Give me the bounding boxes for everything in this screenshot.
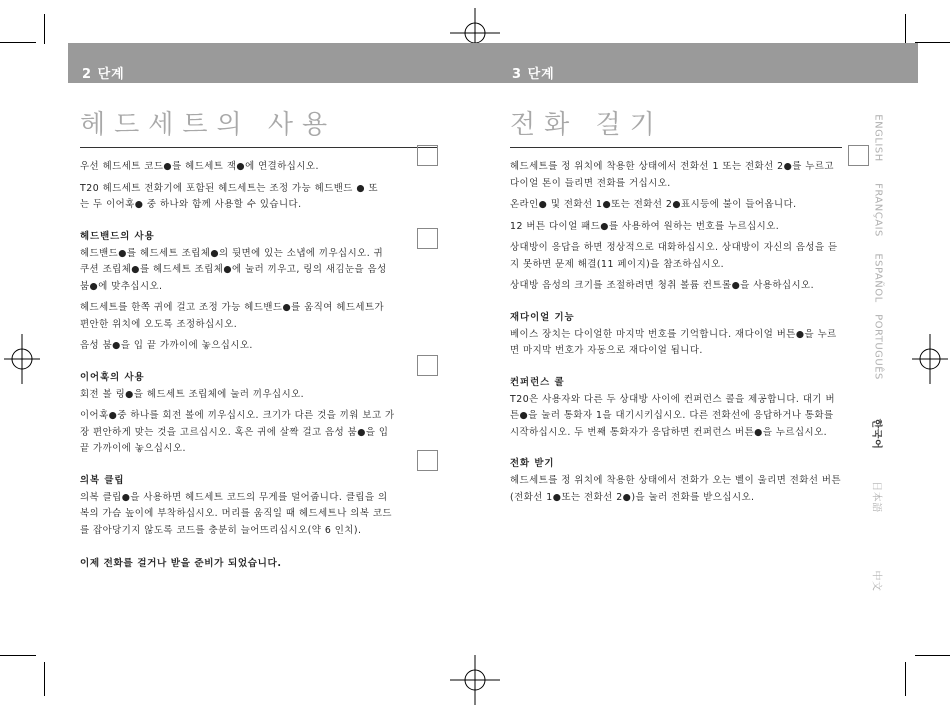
section-heading: 헤드밴드의 사용: [80, 230, 155, 242]
header-band: [68, 43, 918, 83]
title-rule: [510, 147, 842, 148]
step-label-right: 3 단계: [512, 67, 555, 82]
closing-statement: 이제 전화를 걸거나 받을 준비가 되었습니다.: [80, 558, 282, 569]
paragraph: 음성 붐●을 입 끝 가까이에 놓으십시오.: [80, 340, 253, 351]
language-label: 한국어: [870, 418, 882, 450]
crop-mark: [44, 14, 45, 44]
paragraph: 헤드밴드●를 헤드세트 조립체●의 뒷면에 있는 소냅에 끼우십시오. 귀 쿠션 조립체●를 헤드세트 조립체●에 눌러 끼우고, 링의 새김눈을 음성 붐●에 맞추십시오.: [80, 247, 387, 292]
page-title: 헤드세트의 사용: [80, 110, 337, 140]
right-page: [510, 104, 842, 511]
section-heading: 전화 받기: [510, 458, 555, 469]
paragraph: 헤드세트를 한쪽 귀에 걸고 조정 가능 헤드밴드●를 움직여 헤드세트가 편안한 위치에 오도록 조정하십시오.: [80, 302, 385, 330]
paragraph: 상대방이 응답을 하면 정상적으로 대화하십시오. 상대방이 자신의 음성을 듣지 못하면 문제 해결(11 페이지)을 참조하십시오.: [510, 242, 838, 270]
section-heading: 재다이얼 기능: [510, 311, 575, 323]
title-rule: [80, 147, 438, 148]
crop-mark: [915, 42, 950, 43]
figure-box: [417, 228, 438, 249]
language-label: FRANÇAIS: [872, 183, 884, 237]
paragraph: 이어훅●중 하나를 회전 볼에 끼우십시오. 크기가 다른 것을 끼워 보고 가장 편안하게 맞는 것을 고르십시오. 혹은 귀에 살짝 걸고 음성 붐●을 입 끝 가까이에 놓으십시오.: [80, 410, 395, 454]
section-heading: 컨퍼런스 콜: [510, 376, 565, 388]
figure-box: [417, 145, 438, 166]
paragraph: 회전 볼 링●을 헤드세트 조립체에 눌러 끼우십시오.: [80, 388, 305, 400]
crop-mark: [915, 655, 950, 656]
registration-mark-right: [912, 334, 948, 384]
paragraph: 상대방 음성의 크기를 조절하려면 청취 볼륨 컨트롤●을 사용하십시오.: [510, 280, 815, 291]
crop-mark: [0, 655, 36, 656]
section-heading: 의복 클립: [80, 474, 125, 486]
language-tab-chinese: [868, 531, 888, 631]
language-label: 中文: [870, 570, 882, 592]
crop-mark: [44, 662, 45, 696]
figure-box: [417, 355, 438, 376]
language-label: ENGLISH: [872, 114, 884, 162]
language-label: ESPAÑOL: [872, 253, 884, 303]
paragraph: 의복 클립●을 사용하면 헤드세트 코드의 무게를 덜어줍니다. 클립을 의복의 가슴 높이에 부착하십시오. 머리를 움직일 때 헤드세트나 의복 코드를 잡아당기지 않도록 코드를 충분히 늘어뜨리십시오(약 6 인치).: [80, 491, 392, 536]
paragraph: T20은 사용자와 다른 두 상대방 사이에 컨퍼런스 콜을 제공합니다. 대기 버튼●을 눌러 통화자 1을 대기시키십시오. 다른 전화선에 응답하거나 통화를 시작하십시오. 두 번째 통화자가 응답하면 컨퍼런스 버튼●을 누르십시오.: [510, 393, 836, 438]
registration-mark-bottom: [450, 655, 500, 705]
paragraph: 온라인● 및 전화선 1●또는 전화선 2●표시등에 불이 들어옵니다.: [510, 199, 797, 210]
step-label-left: 2 단계: [82, 67, 125, 82]
language-label: 日本語: [870, 481, 882, 513]
page-title: 전화 걸기: [510, 110, 664, 140]
paragraph: 12 버튼 다이얼 패드●를 사용하여 원하는 번호를 누르십시오.: [510, 220, 780, 232]
registration-mark-left: [4, 334, 40, 384]
crop-mark: [905, 662, 906, 696]
left-page: [80, 104, 438, 569]
paragraph: 헤드세트를 정 위치에 착용한 상태에서 전화가 오는 벨이 울리면 전화선 버튼(전화선 1●또는 전화선 2●)을 눌러 전화를 받으십시오.: [510, 475, 842, 503]
language-tab-portuguese: [868, 297, 888, 397]
paragraph: 우선 헤드세트 코드●를 헤드세트 잭●에 연결하십시오.: [80, 161, 319, 172]
figure-box: [417, 450, 438, 471]
figure-box: [848, 145, 869, 166]
language-label: PORTUGUÊS: [872, 314, 884, 380]
paragraph: 헤드세트를 정 위치에 착용한 상태에서 전화선 1 또는 전화선 2●를 누르고 다이얼 톤이 들리면 전화를 거십시오.: [510, 161, 834, 189]
paragraph: 베이스 장치는 다이얼한 마지막 번호를 기억합니다. 재다이얼 버튼●을 누르면 마지막 번호가 자동으로 재다이얼 됩니다.: [510, 328, 837, 356]
crop-mark: [905, 14, 906, 44]
section-heading: 이어훅의 사용: [80, 371, 145, 383]
crop-mark: [0, 42, 36, 43]
paragraph: T20 헤드세트 전화기에 포함된 헤드세트는 조정 가능 헤드밴드 ● 또는 두 이어훅● 중 하나와 함께 사용할 수 있습니다.: [80, 182, 379, 210]
